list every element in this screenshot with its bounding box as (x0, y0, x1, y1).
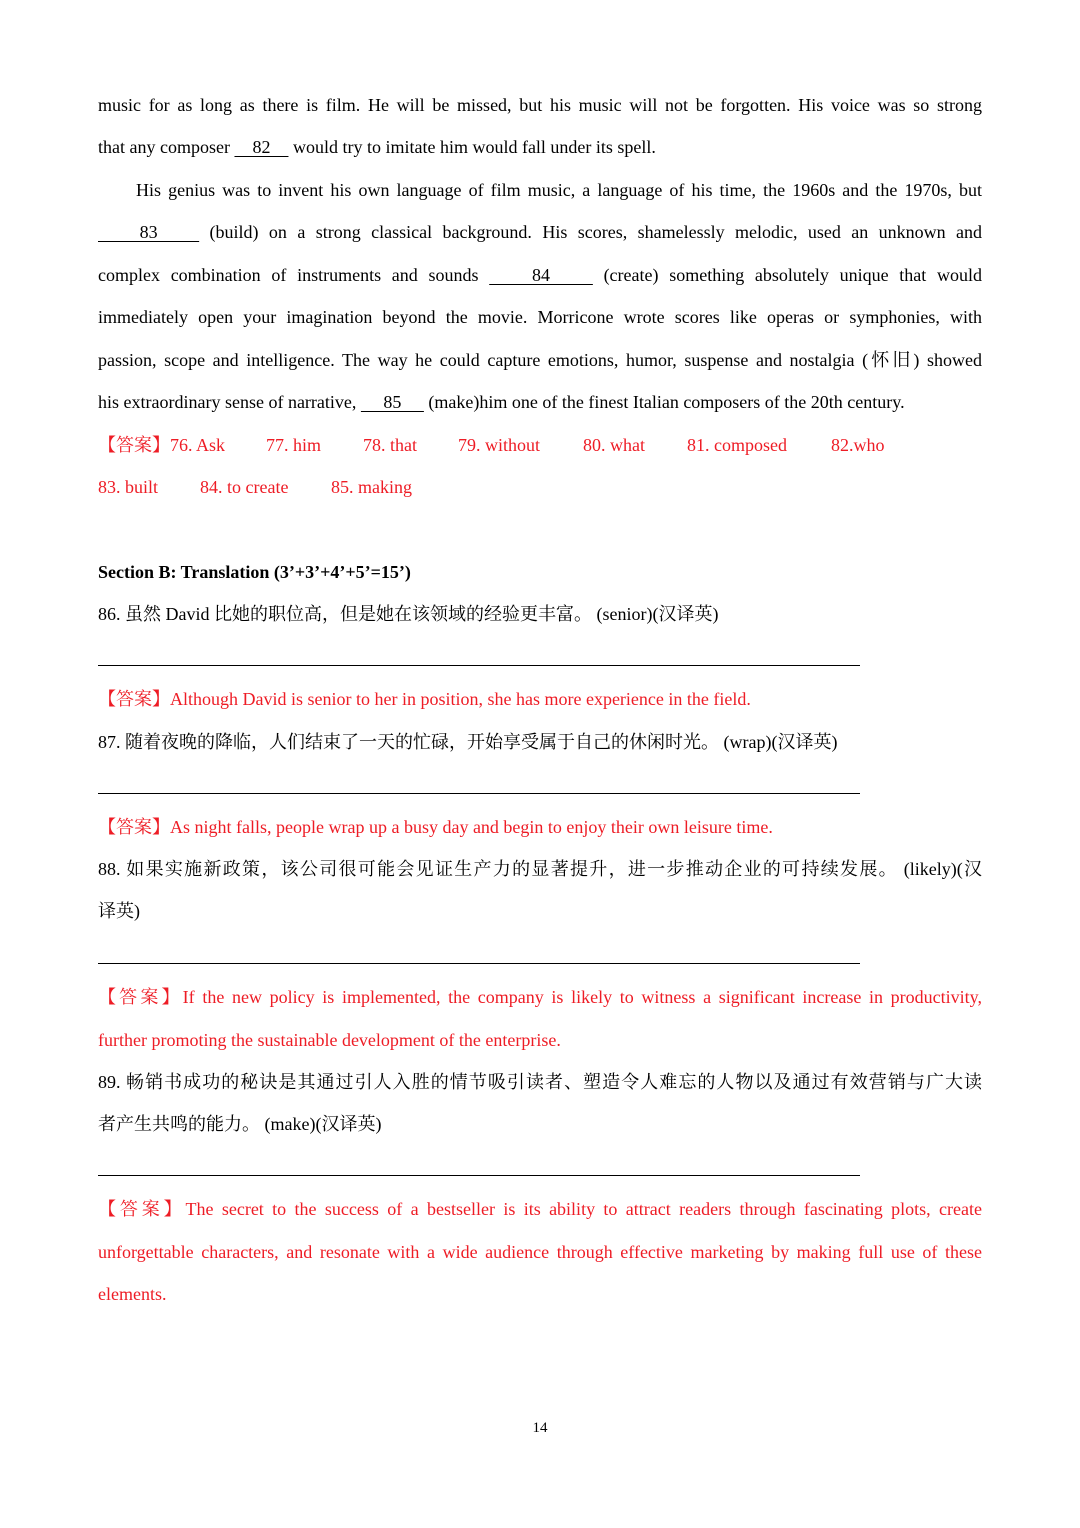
answer-88-line-2: further promoting the sustainable development of the enterprise. (98, 1030, 561, 1050)
passage-text: (build) on a strong classical background. His scores, shamelessly melodic, used an unknown and (199, 222, 983, 242)
answer-label: 【答案】 (98, 1199, 186, 1219)
answer-item: 76. Ask (170, 435, 226, 455)
answer-86 (98, 687, 982, 711)
blank-84: 84 (489, 265, 593, 285)
passage-text: complex combination of instruments and sounds (98, 265, 490, 285)
answer-item: 85. making (331, 477, 412, 497)
answer-label: 【答案】 (98, 435, 170, 455)
answer-item: 84. to create (200, 477, 289, 497)
passage-line-7: passion, scope and intelligence. The way he could capture emotions, humor, suspense and nostalgia (怀旧) showed (98, 350, 982, 370)
question-87: 87. 随着夜晚的降临，人们结束了一天的忙碌，开始享受属于自己的休闲时光。 (wrap)(汉译英) (98, 732, 838, 752)
answer-88-line-1 (98, 985, 982, 1009)
passage-text: that any composer (98, 137, 235, 157)
answer-line-88 (98, 963, 860, 964)
blank-85: 85 (360, 392, 424, 412)
answer-89-line-2: unforgettable characters, and resonate with a wide audience through effective marketing by making full use of these (98, 1242, 982, 1262)
blank-82: 82 (234, 137, 289, 157)
section-b-title: Section B: Translation (3’+3’+4’+5’=15’) (98, 562, 411, 582)
answer-line-86 (98, 665, 860, 666)
question-88-line-1: 88. 如果实施新政策，该公司很可能会见证生产力的显著提升，进一步推动企业的可持续发展。 (likely)(汉 (98, 859, 982, 879)
question-89-line-1: 89. 畅销书成功的秘诀是其通过引人入胜的情节吸引读者、塑造令人难忘的人物以及通过有效营销与广大读 (98, 1072, 982, 1092)
answer-text: Although David is senior to her in position, she has more experience in the field. (170, 689, 751, 709)
answer-text: If the new policy is implemented, the company is likely to witness a significant increase in productivity, (182, 987, 982, 1007)
question-89-line-2: 者产生共鸣的能力。 (make)(汉译英) (98, 1114, 382, 1134)
answer-item: 80. what (583, 435, 645, 455)
blank-83: 83 (98, 222, 200, 242)
passage-line-8 (98, 390, 982, 414)
answer-item: 77. him (266, 435, 322, 455)
passage-line-3: His genius was to invent his own language of film music, a language of his time, the 1960s and the 1970s, but (136, 180, 982, 200)
answer-key-row-2 (98, 475, 982, 499)
question-86: 86. 虽然 David 比她的职位高，但是她在该领域的经验更丰富。 (senior)(汉译英) (98, 604, 719, 624)
answer-line-89 (98, 1175, 860, 1176)
answer-item: 79. without (458, 435, 541, 455)
passage-line-5 (98, 263, 982, 287)
answer-text: As night falls, people wrap up a busy day and begin to enjoy their own leisure time. (170, 817, 773, 837)
answer-item: 78. that (363, 435, 417, 455)
passage-line-1: music for as long as there is film. He will be missed, but his music will not be forgotten. His voice was so strong (98, 95, 982, 115)
passage-text: (create) something absolutely unique that would (592, 265, 983, 285)
answer-label: 【答案】 (98, 987, 183, 1007)
answer-label: 【答案】 (98, 689, 170, 709)
answer-text: The secret to the success of a bestseller is its ability to attract readers through fascinating plots, create (185, 1199, 982, 1219)
answer-item: 82.who (831, 435, 885, 455)
answer-item: 81. composed (687, 435, 787, 455)
answer-label: 【答案】 (98, 817, 170, 837)
passage-text: would try to imitate him would fall under its spell. (288, 137, 656, 157)
answer-key-row-1 (98, 433, 982, 457)
passage-line-6: immediately open your imagination beyond the movie. Morricone wrote scores like operas or symphonies, with (98, 307, 982, 327)
question-88-line-2: 译英) (98, 901, 140, 921)
passage-text: his extraordinary sense of narrative, (98, 392, 361, 412)
page-number: 14 (532, 1420, 548, 1436)
answer-line-87 (98, 793, 860, 794)
answer-89-line-3: elements. (98, 1284, 167, 1304)
passage-text: (make)him one of the finest Italian composers of the 20th century. (423, 392, 905, 412)
answer-87 (98, 815, 982, 839)
answer-89-line-1 (98, 1197, 982, 1221)
passage-line-4 (98, 220, 982, 244)
passage-line-2 (98, 135, 982, 159)
answer-item: 83. built (98, 477, 159, 497)
